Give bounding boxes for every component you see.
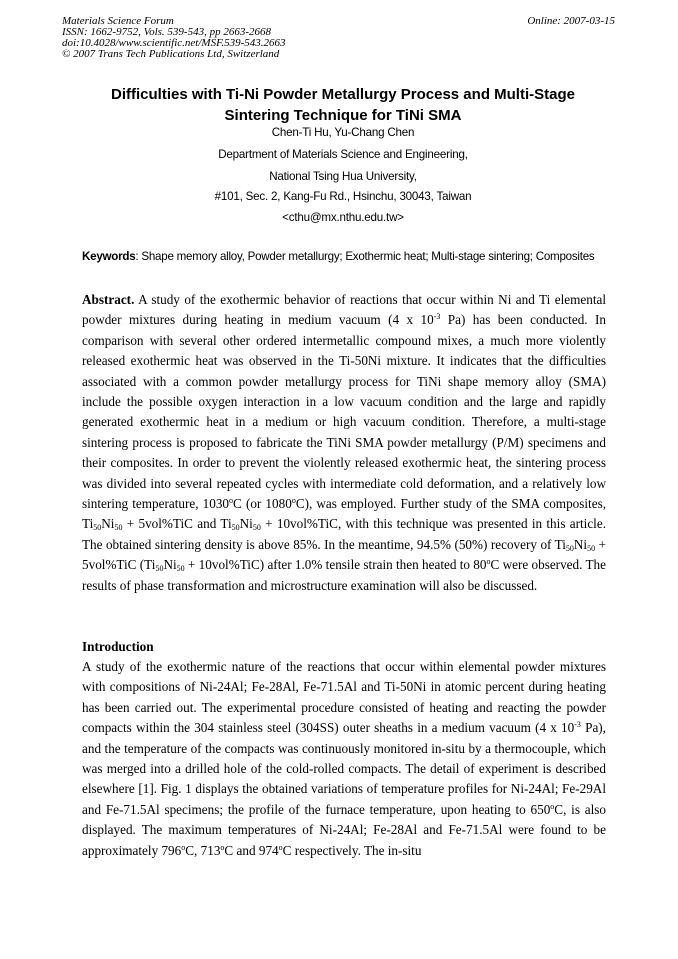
title-line-1: Difficulties with Ti-Ni Powder Metallurgy Process and Multi-Stage — [111, 86, 575, 103]
online-date: Online: 2007-03-15 — [527, 15, 615, 27]
journal-header — [62, 16, 286, 60]
keywords — [82, 250, 612, 264]
copyright-line: © 2007 Trans Tech Publications Ltd, Switzerland — [62, 48, 280, 60]
introduction-text: A study of the exothermic nature of the reactions that occur within elemental powder mixtures with compositions of Ni-24Al; Fe-28Al, Fe-71.5Al and Ti-50Ni in atomic percent during heating has been carried out. The experimental procedure consisted of heating and reacting the powder compacts within the 304 stainless steel (304SS) outer sheaths in a medium vacuum (4 x $10^{-3}$ Pa), and the temperature of the compacts was continuously monitored in-situ by a thermocouple, which was merged into a drilled hole of the cold-rolled compacts. The detail of experiment is described elsewhere [1]. Fig. 1 displays the obtained variations of temperature profiles for Ni-24Al; Fe-29Al and Fe-71.5Al specimens; the profile of the furnace temperature, upon heating to 650$^o$C, is also displayed. The maximum temperatures of Ni-24Al; Fe-28Al and Fe-71.5Al were found to be approximately 796$^o$C, 713$^o$C and 974$^o$C respectively. The in-situ — [82, 659, 606, 858]
keywords-text: : Shape memory alloy, Powder metallurgy; Exothermic heat; Multi-stage sintering; Composites — [135, 250, 595, 263]
abstract: Abstract. A study of the exothermic behavior of reactions that occur within Ni and Ti elemental powder mixtures during heating in medium vacuum (4 x $10^{-3}$ Pa) has been conducted. In comparison with several other ordered intermetallic compound mixes, a much more violently released exothermic heat was observed in the Ti-50Ni mixture. It indicates that the difficulties associated with a common powder metallurgy process for TiNi shape memory alloy (SMA) include the possible oxygen interaction in a low vacuum condition and the large and rapidly generated exothermic heat in a medium or high vacuum condition. Therefore, a multi-stage sintering process is proposed to fabricate the TiNi SMA powder metallurgy (P/M) specimens and their composites. In order to prevent the violently released exothermic heat, the sintering process was divided into several repeated cycles with intermediate cold deformation, and a relatively low sintering temperature, 1030$^o$C (or 1080$^o$C), was employed. Further study of the SMA composites, $Ti_{50}Ni_{50} + 5vol\%TiC$ and $Ti_{50}Ni_{50} + 10vol\%TiC$, with this technique was presented in this article. The obtained sintering density is above 85%. In the meantime, 94.5% (50%) recovery of $Ti_{50}Ni_{50} + 5vol\%TiC$ $(Ti_{50}Ni_{50} + 10vol\%TiC)$ after 1.0% tensile strain then heated to 80$^o$C were observed. The results of phase transformation and microstructure examination will also be discussed. — [82, 292, 606, 593]
affiliation-dept: Department of Materials Science and Engineering, — [218, 148, 468, 161]
abstract-label: Abstract. — [82, 292, 135, 307]
doi-line[interactable]: doi:10.4028/www.scientific.net/MSF.539-543.2663 — [62, 37, 286, 49]
authors: Chen-Ti Hu, Yu-Chang Chen — [271, 126, 415, 139]
issn-line: ISSN: 1662-9752, Vols. 539-543, pp 2663-2668 — [62, 26, 271, 38]
affiliation-university: National Tsing Hua University, — [269, 170, 417, 183]
author-email[interactable]: <cthu@mx.nthu.edu.tw> — [282, 211, 404, 224]
paper-title — [60, 84, 626, 126]
affiliation-address: #101, Sec. 2, Kang-Fu Rd., Hsinchu, 30043, Taiwan — [214, 190, 472, 203]
journal-name: Materials Science Forum — [62, 15, 174, 27]
title-line-2: Sintering Technique for TiNi SMA — [224, 107, 462, 124]
keywords-label: Keywords — [82, 250, 136, 263]
introduction-heading: Introduction — [82, 639, 154, 654]
